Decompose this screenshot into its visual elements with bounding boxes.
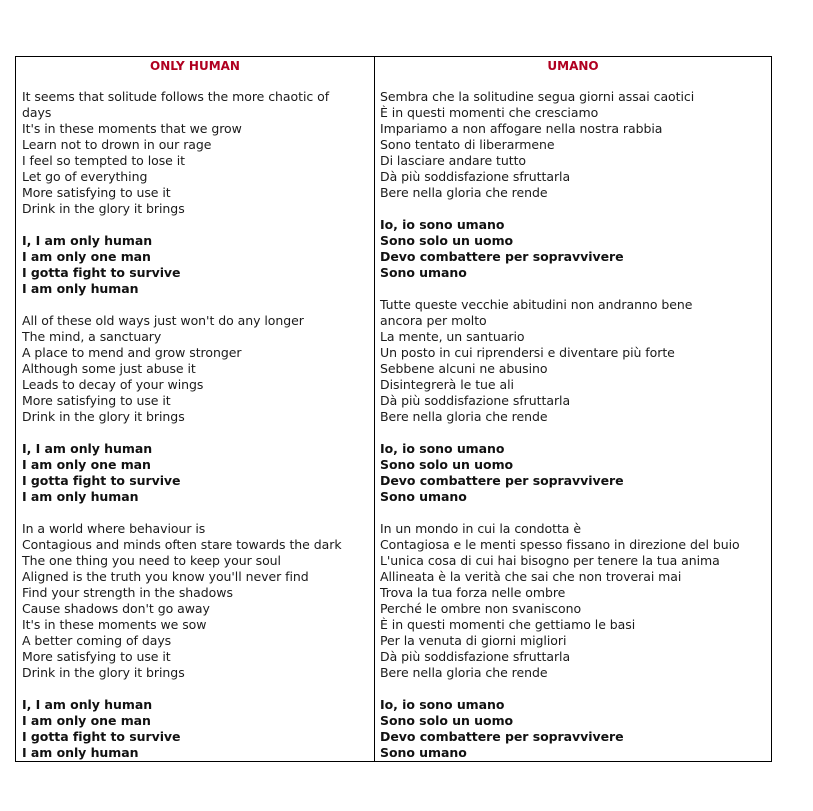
lyric-line: All of these old ways just won't do any longer — [22, 313, 304, 328]
verse-stanza — [380, 521, 767, 681]
english-title: ONLY HUMAN — [150, 59, 240, 73]
lyric-line: Bere nella gloria che rende — [380, 409, 548, 424]
lyric-line: Drink in the glory it brings — [22, 665, 185, 680]
lyric-line: Sono solo un uomo — [380, 233, 514, 248]
stanza-gap — [380, 425, 767, 441]
lyric-line: I gotta fight to survive — [22, 473, 181, 488]
lyric-line: Io, io sono umano — [380, 217, 505, 232]
lyric-line: L'unica cosa di cui hai bisogno per tenere la tua anima — [380, 553, 720, 568]
lyric-line: Cause shadows don't go away — [22, 601, 210, 616]
lyric-line: I, I am only human — [22, 697, 153, 712]
chorus-stanza — [380, 697, 767, 761]
lyric-line: Sono tentato di liberarmene — [380, 137, 555, 152]
lyric-line: I am only one man — [22, 249, 151, 264]
lyric-line: It's in these moments that we grow — [22, 121, 242, 136]
english-column — [16, 57, 375, 761]
lyric-line: Devo combattere per sopravvivere — [380, 473, 624, 488]
lyric-line: Aligned is the truth you know you'll never find — [22, 569, 309, 584]
lyric-line: In un mondo in cui la condotta è — [380, 521, 581, 536]
italian-lyrics — [380, 89, 767, 761]
lyric-line: I am only one man — [22, 713, 151, 728]
lyric-line: Learn not to drown in our rage — [22, 137, 212, 152]
lyrics-table — [15, 56, 772, 762]
lyric-line: Per la venuta di giorni migliori — [380, 633, 567, 648]
stanza-gap — [380, 505, 767, 521]
lyric-line: Let go of everything — [22, 169, 148, 184]
lyric-line: The one thing you need to keep your soul — [22, 553, 281, 568]
lyric-line: A place to mend and grow stronger — [22, 345, 242, 360]
lyric-line: Devo combattere per sopravvivere — [380, 249, 624, 264]
lyric-line: I am only one man — [22, 457, 151, 472]
lyric-line: I am only human — [22, 281, 139, 296]
lyric-line: Trova la tua forza nelle ombre — [380, 585, 566, 600]
lyric-line: It seems that solitude follows the more chaotic of — [22, 89, 330, 104]
lyric-line: More satisfying to use it — [22, 649, 171, 664]
italian-column — [375, 57, 771, 761]
lyric-line: I gotta fight to survive — [22, 265, 181, 280]
lyric-line: Sono umano — [380, 489, 467, 504]
stanza-gap — [22, 505, 370, 521]
lyric-line: È in questi momenti che gettiamo le basi — [380, 617, 636, 632]
stanza-gap — [22, 425, 370, 441]
verse-stanza — [22, 89, 370, 217]
lyric-line: Sebbene alcuni ne abusino — [380, 361, 548, 376]
lyric-line: La mente, un santuario — [380, 329, 525, 344]
lyric-line: Sono umano — [380, 265, 467, 280]
lyric-line: I, I am only human — [22, 441, 153, 456]
lyric-line: Sono solo un uomo — [380, 713, 514, 728]
stanza-gap — [22, 217, 370, 233]
lyric-line: Contagiosa e le menti spesso fissano in direzione del buio — [380, 537, 740, 552]
chorus-stanza — [380, 217, 767, 281]
lyric-line: Allineata è la verità che sai che non troverai mai — [380, 569, 682, 584]
verse-stanza — [380, 89, 767, 201]
lyric-line: ancora per molto — [380, 313, 487, 328]
lyric-line: More satisfying to use it — [22, 185, 171, 200]
italian-title: UMANO — [547, 59, 599, 73]
lyric-line: Drink in the glory it brings — [22, 201, 185, 216]
lyric-line: It's in these moments we sow — [22, 617, 207, 632]
lyric-line: Perché le ombre non svaniscono — [380, 601, 582, 616]
lyric-line: Bere nella gloria che rende — [380, 665, 548, 680]
lyric-line: Io, io sono umano — [380, 441, 505, 456]
lyric-line: Impariamo a non affogare nella nostra rabbia — [380, 121, 663, 136]
lyric-line: Bere nella gloria che rende — [380, 185, 548, 200]
chorus-stanza — [380, 441, 767, 505]
lyric-line: In a world where behaviour is — [22, 521, 206, 536]
lyric-line: A better coming of days — [22, 633, 172, 648]
verse-stanza — [22, 521, 370, 681]
lyric-line: Un posto in cui riprendersi e diventare più forte — [380, 345, 675, 360]
lyric-line: I am only human — [22, 745, 139, 760]
lyric-line: Sembra che la solitudine segua giorni assai caotici — [380, 89, 695, 104]
lyric-line: I gotta fight to survive — [22, 729, 181, 744]
lyric-line: Tutte queste vecchie abitudini non andranno bene — [380, 297, 693, 312]
lyric-line: Sono umano — [380, 745, 467, 760]
lyric-line: Contagious and minds often stare towards the dark — [22, 537, 342, 552]
lyric-line: Although some just abuse it — [22, 361, 196, 376]
lyric-line: Leads to decay of your wings — [22, 377, 204, 392]
lyric-line: Drink in the glory it brings — [22, 409, 185, 424]
lyric-line: Io, io sono umano — [380, 697, 505, 712]
lyric-line: Devo combattere per sopravvivere — [380, 729, 624, 744]
lyric-line: The mind, a sanctuary — [22, 329, 162, 344]
lyric-line: Dà più soddisfazione sfruttarla — [380, 393, 571, 408]
lyric-line: Dà più soddisfazione sfruttarla — [380, 169, 571, 184]
stanza-gap — [22, 681, 370, 697]
lyric-line: Sono solo un uomo — [380, 457, 514, 472]
stanza-gap — [380, 201, 767, 217]
chorus-stanza — [22, 441, 370, 505]
lyric-line: Dà più soddisfazione sfruttarla — [380, 649, 571, 664]
lyric-line: I feel so tempted to lose it — [22, 153, 186, 168]
lyric-line: days — [22, 105, 52, 120]
lyric-line: È in questi momenti che cresciamo — [380, 105, 599, 120]
lyric-line: Di lasciare andare tutto — [380, 153, 527, 168]
lyric-line: More satisfying to use it — [22, 393, 171, 408]
lyric-line: Disintegrerà le tue ali — [380, 377, 514, 392]
lyric-line: I, I am only human — [22, 233, 153, 248]
stanza-gap — [22, 297, 370, 313]
lyric-line: Find your strength in the shadows — [22, 585, 233, 600]
stanza-gap — [380, 681, 767, 697]
lyric-line: I am only human — [22, 489, 139, 504]
verse-stanza — [380, 297, 767, 425]
chorus-stanza — [22, 697, 370, 761]
chorus-stanza — [22, 233, 370, 297]
verse-stanza — [22, 313, 370, 425]
stanza-gap — [380, 281, 767, 297]
english-lyrics — [22, 89, 370, 761]
